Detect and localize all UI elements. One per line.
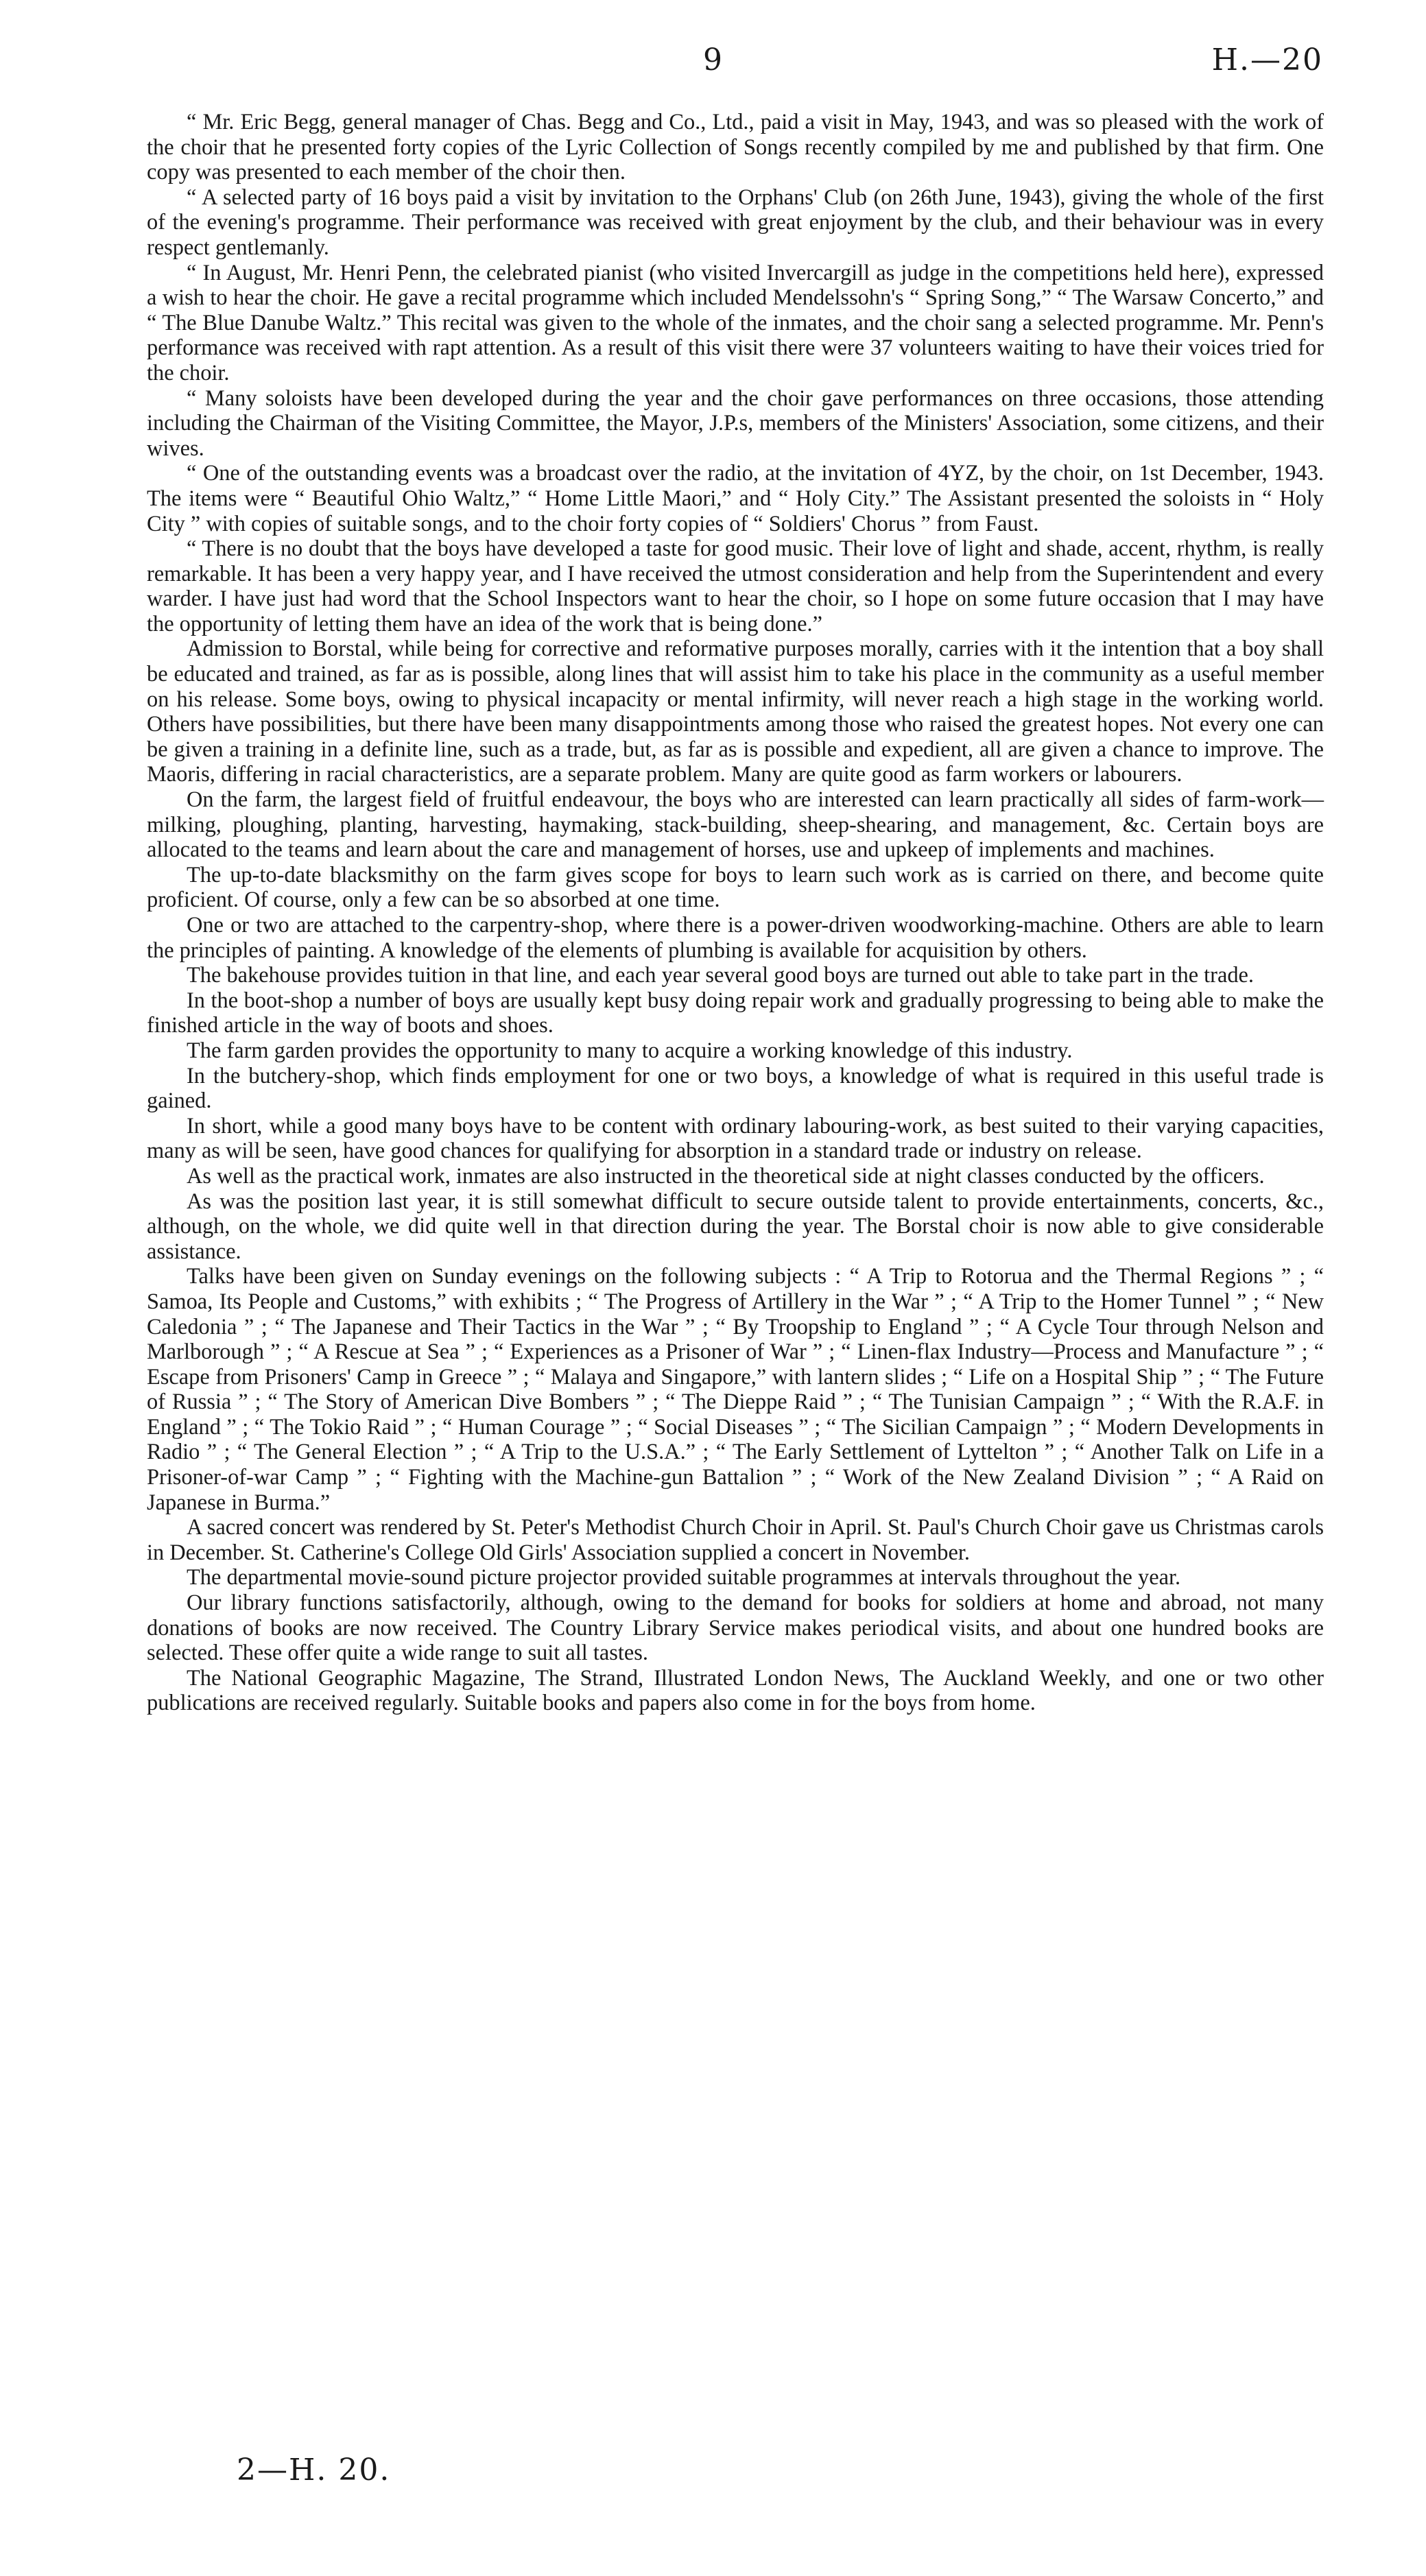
paragraph-blacksmithy: The up-to-date blacksmithy on the farm gives scope for boys to learn such work as is carried on there, and become quite proficient. Of course, only a few can be so absorbed at one time. bbox=[147, 862, 1324, 913]
paragraph-talks: Talks have been given on Sunday evenings on the following subjects : “ A Trip to Rotorua and the Thermal Regions ” ; “ Samoa, Its People and Customs,” with exhibits ; “ The Progress of Artillery in the War ” ; “ A Trip to the Homer Tunnel ” ; “ New Caledonia ” ; “ The Japanese and Their Tactics in the War ” ; “ By Troopship to England ” ; “ A Cycle Tour through Nelson and Marlborough ” ; “ A Rescue at Sea ” ; “ Experiences as a Prisoner of War ” ; “ Linen-flax Industry—Process and Manufacture ” ; “ Escape from Prisoners' Camp in Greece ” ; “ Malaya and Singapore,” with lantern slides ; “ Life on a Hospital Ship ” ; “ The Future of Russia ” ; “ The Story of American Dive Bombers ” ; “ The Dieppe Raid ” ; “ The Tunisian Campaign ” ; “ With the R.A.F. in England ” ; “ The Tokio Raid ” ; “ Human Courage ” ; “ Social Diseases ” ; “ The Sicilian Campaign ” ; “ Modern Developments in Radio ” ; “ The General Election ” ; “ A Trip to the U.S.A.” ; “ The Early Settlement of Lyttelton ” ; “ Another Talk on Life in a Prisoner-of-war Camp ” ; “ Fighting with the Machine-gun Battalion ” ; “ Work of the New Zealand Division ” ; “ A Raid on Japanese in Burma.” bbox=[147, 1264, 1324, 1515]
paragraph-publications: The National Geographic Magazine, The Strand, Illustrated London News, The Auckland Weekly, and one or two other publications are received regularly. Suitable books and papers also come in for the boys from home. bbox=[147, 1665, 1324, 1716]
paragraph-soloists: “ Many soloists have been developed during the year and the choir gave performances on three occasions, those attending including the Chairman of the Visiting Committee, the Mayor, J.P.s, members of the Ministers' Association, some citizens, and their wives. bbox=[147, 385, 1324, 461]
paragraph-in-short: In short, while a good many boys have to be content with ordinary labouring-work, as best suited to their varying capacities, many as will be seen, have good chances for qualifying for absorption in a standard trade or industry on release. bbox=[147, 1113, 1324, 1164]
paragraph-farm: On the farm, the largest field of fruitful endeavour, the boys who are interested can learn practically all sides of farm-work—milking, ploughing, planting, harvesting, haymaking, stack-building, sheep-shearing, and management, &c. Certain boys are allocated to the teams and learn about the care and management of horses, use and upkeep of implements and machines. bbox=[147, 787, 1324, 863]
body-text bbox=[147, 110, 1324, 1716]
paragraph-orphans-club: “ A selected party of 16 boys paid a visit by invitation to the Orphans' Club (on 26th June, 1943), giving the whole of the first of the evening's programme. Their performance was received with great enjoyment by the club, and their behaviour was in every respect gentlemanly. bbox=[147, 184, 1324, 260]
paragraph-entertainments: As was the position last year, it is still somewhat difficult to secure outside talent to provide entertainments, concerts, &c., although, on the whole, we did quite well in that direction during the year. The Borstal choir is now able to give considerable assistance. bbox=[147, 1189, 1324, 1264]
paragraph-butchery: In the butchery-shop, which finds employment for one or two boys, a knowledge of what is required in this useful trade is gained. bbox=[147, 1063, 1324, 1114]
paragraph-farm-garden: The farm garden provides the opportunity to many to acquire a working knowledge of this industry. bbox=[187, 1038, 1073, 1063]
paragraph-henri-penn: “ In August, Mr. Henri Penn, the celebrated pianist (who visited Invercargill as judge in the competitions held here), expressed a wish to hear the choir. He gave a recital programme which included Mendelssohn's “ Spring Song,” “ The Warsaw Concerto,” and “ The Blue Danube Waltz.” This recital was given to the whole of the inmates, and the choir sang a selected programme. Mr. Penn's performance was received with rapt attention. As a result of this visit there were 37 volunteers waiting to have their voices tried for the choir. bbox=[147, 260, 1324, 385]
paragraph-admission: Admission to Borstal, while being for corrective and reformative purposes morally, carries with it the intention that a boy shall be educated and trained, as far as is possible, along lines that will assist him to take his place in the community as a useful member on his release. Some boys, owing to physical incapacity or mental infirmity, will never reach a high stage in the working world. Others have possibilities, but there have been many disappointments among those who raised the greatest hopes. Not every one can be given a training in a definite line, such as a trade, but, as far as is possible and expedient, all are given a chance to improve. The Maoris, differing in racial characteristics, are a separate problem. Many are quite good as farm workers or labourers. bbox=[147, 636, 1324, 787]
paragraph-begg-visit: “ Mr. Eric Begg, general manager of Chas. Begg and Co., Ltd., paid a visit in May, 1943, and was so pleased with the work of the choir that he presented forty copies of the Lyric Collection of Songs recently compiled by me and published by that firm. One copy was presented to each member of the choir then. bbox=[147, 110, 1324, 185]
paragraph-library: Our library functions satisfactorily, although, owing to the demand for books for soldiers at home and abroad, not many donations of books are now received. The Country Library Service makes periodical visits, and about one hundred books are selected. These offer quite a wide range to suit all tastes. bbox=[147, 1590, 1324, 1666]
paragraph-carpentry: One or two are attached to the carpentry-shop, where there is a power-driven woodworking-machine. Others are able to learn the principles of painting. A knowledge of the elements of plumbing is available for acquisition by others. bbox=[147, 913, 1324, 963]
paragraph-projector: The departmental movie-sound picture projector provided suitable programmes at intervals throughout the year. bbox=[187, 1565, 1181, 1590]
paragraph-night-classes: As well as the practical work, inmates are also instructed in the theoretical side at night classes conducted by the officers. bbox=[187, 1163, 1265, 1189]
paragraph-music-taste: “ There is no doubt that the boys have developed a taste for good music. Their love of light and shade, accent, rhythm, is really remarkable. It has been a very happy year, and I have received the utmost consideration and help from the Superintendent and every warder. I have just had word that the School Inspectors want to hear the choir, so I hope on some future occasion that I may have the opportunity of letting them have an idea of the work that is being done.” bbox=[147, 536, 1324, 636]
footer-signature-ref: 2—H. 20. bbox=[237, 2453, 391, 2488]
paragraph-bakehouse: The bakehouse provides tuition in that line, and each year several good boys are turned out able to take part in the trade. bbox=[187, 963, 1255, 988]
paragraph-sacred-concert: A sacred concert was rendered by St. Peter's Methodist Church Choir in April. St. Paul's Church Choir gave us Christmas carols in December. St. Catherine's College Old Girls' Association supplied a concert in November. bbox=[147, 1515, 1324, 1565]
page-number: 9 bbox=[703, 43, 723, 77]
paragraph-boot-shop: In the boot-shop a number of boys are usually kept busy doing repair work and gradually progressing to being able to make the finished article in the way of boots and shoes. bbox=[147, 988, 1324, 1038]
paragraph-radio-broadcast: “ One of the outstanding events was a broadcast over the radio, at the invitation of 4YZ, by the choir, on 1st December, 1943. The items were “ Beautiful Ohio Waltz,” “ Home Little Maori,” and “ Holy City.” The Assistant presented the soloists in “ Holy City ” with copies of suitable songs, and to the choir forty copies of “ Soldiers' Chorus ” from Faust. bbox=[147, 461, 1324, 536]
document-reference: H.—20 bbox=[1211, 43, 1323, 77]
